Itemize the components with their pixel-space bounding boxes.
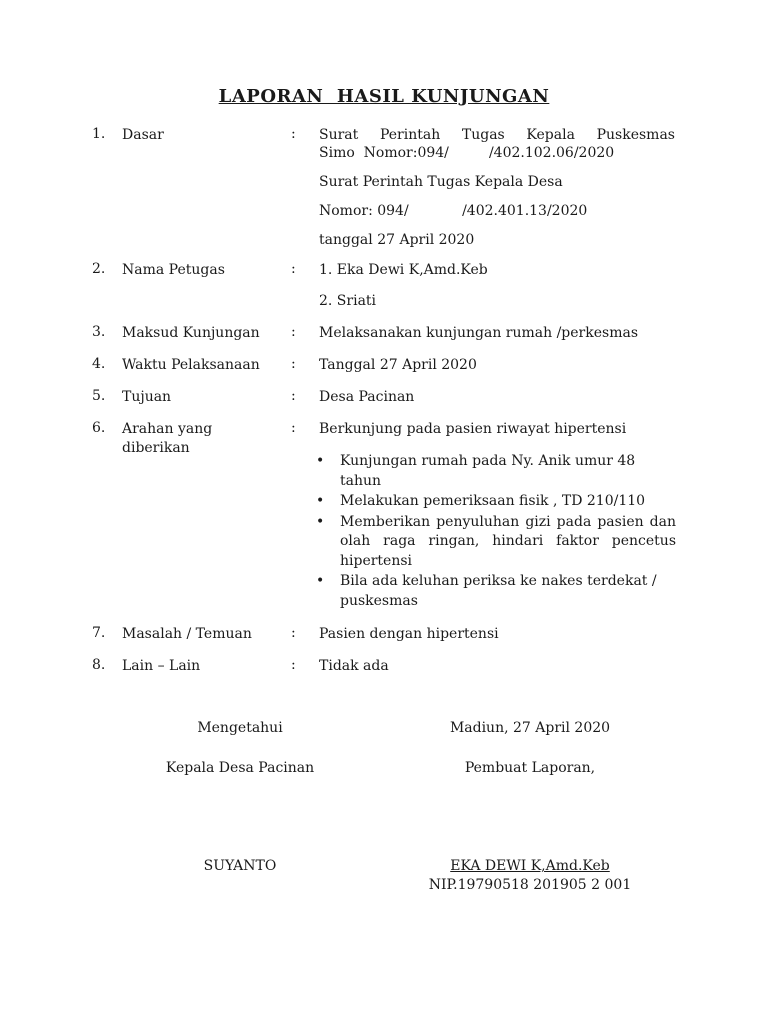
bullet-text: Melakukan pemeriksaan fisik , TD 210/110: [340, 493, 646, 509]
dasar-line-3: Surat Perintah Tugas Kepala Desa: [319, 174, 563, 190]
bullet-icon: •: [316, 493, 325, 509]
bullet-text: Kunjungan rumah pada Ny. Anik umur 48 tahun: [340, 453, 636, 489]
item-label: Waktu Pelaksanaan: [122, 357, 260, 373]
item-label: Nama Petugas: [122, 262, 225, 278]
item-colon: :: [291, 420, 296, 436]
item-value: Melaksanakan kunjungan rumah /perkesmas: [319, 325, 638, 341]
item-number: 2.: [92, 261, 106, 277]
item-value: Tidak ada: [319, 658, 389, 674]
item-label: Dasar: [122, 127, 164, 143]
item-colon: :: [291, 324, 296, 340]
petugas-line-1: 1. Eka Dewi K,Amd.Keb: [319, 262, 488, 278]
bullet-text: Memberikan penyuluhan gizi pada pasien dan olah raga ringan, hindari faktor pencetus hipertensi: [340, 513, 676, 569]
item-label: Arahan yang diberikan: [122, 421, 213, 456]
bullet-text: Bila ada keluhan periksa ke nakes terdekat / puskesmas: [340, 573, 657, 609]
dasar-line-4: Nomor: 094/ /402.401.13/2020: [319, 203, 588, 219]
item-colon: :: [291, 625, 296, 641]
sig-right-place-date: Madiun, 27 April 2020: [449, 720, 611, 736]
sig-right-role: Pembuat Laporan,: [464, 760, 596, 776]
item-colon: :: [291, 388, 296, 404]
sig-left-heading: Mengetahui: [197, 720, 283, 736]
item-number: 6.: [92, 420, 106, 436]
list-item: [314, 492, 676, 512]
report-title: LAPORAN HASIL KUNJUNGAN: [218, 86, 550, 107]
sig-right-name-text: EKA DEWI K,Amd.Keb: [450, 858, 610, 874]
item-label: Maksud Kunjungan: [122, 325, 260, 341]
list-item: [314, 572, 676, 611]
item-colon: :: [291, 356, 296, 372]
bullet-icon: •: [316, 513, 325, 530]
item-number: 7.: [92, 625, 106, 641]
petugas-line-2: 2. Sriati: [319, 293, 377, 309]
item-colon: :: [291, 657, 296, 673]
item-label: Masalah / Temuan: [122, 626, 252, 642]
item-number: 5.: [92, 388, 106, 404]
item-number: 8.: [92, 657, 106, 673]
item-value: Desa Pacinan: [319, 389, 415, 405]
dasar-line-2: Simo Nomor:094/ /402.102.06/2020: [319, 145, 615, 161]
item-number: 1.: [92, 126, 106, 142]
sig-right-name: [420, 858, 640, 874]
item-label: Tujuan: [122, 389, 172, 405]
dasar-line-5: tanggal 27 April 2020: [319, 232, 475, 248]
item-value: Tanggal 27 April 2020: [319, 357, 477, 373]
item-colon: :: [291, 126, 296, 142]
item-number: 3.: [92, 324, 106, 340]
item-value: Pasien dengan hipertensi: [319, 626, 499, 642]
bullet-icon: •: [316, 453, 325, 469]
item-number: 4.: [92, 356, 106, 372]
item-label: Lain – Lain: [122, 658, 201, 674]
sig-left-name: SUYANTO: [203, 858, 277, 874]
arahan-bullet-list: [314, 452, 676, 612]
item-value: Berkunjung pada pasien riwayat hipertensi: [319, 421, 627, 437]
sig-right-nip: NIP.19790518 201905 2 001: [428, 877, 632, 893]
item-colon: :: [291, 261, 296, 277]
dasar-line-1: Surat Perintah Tugas Kepala Puskesmas: [319, 127, 675, 143]
list-item: [314, 452, 676, 491]
bullet-icon: •: [316, 573, 325, 589]
sig-left-role: Kepala Desa Pacinan: [165, 760, 315, 776]
list-item: [314, 513, 676, 572]
